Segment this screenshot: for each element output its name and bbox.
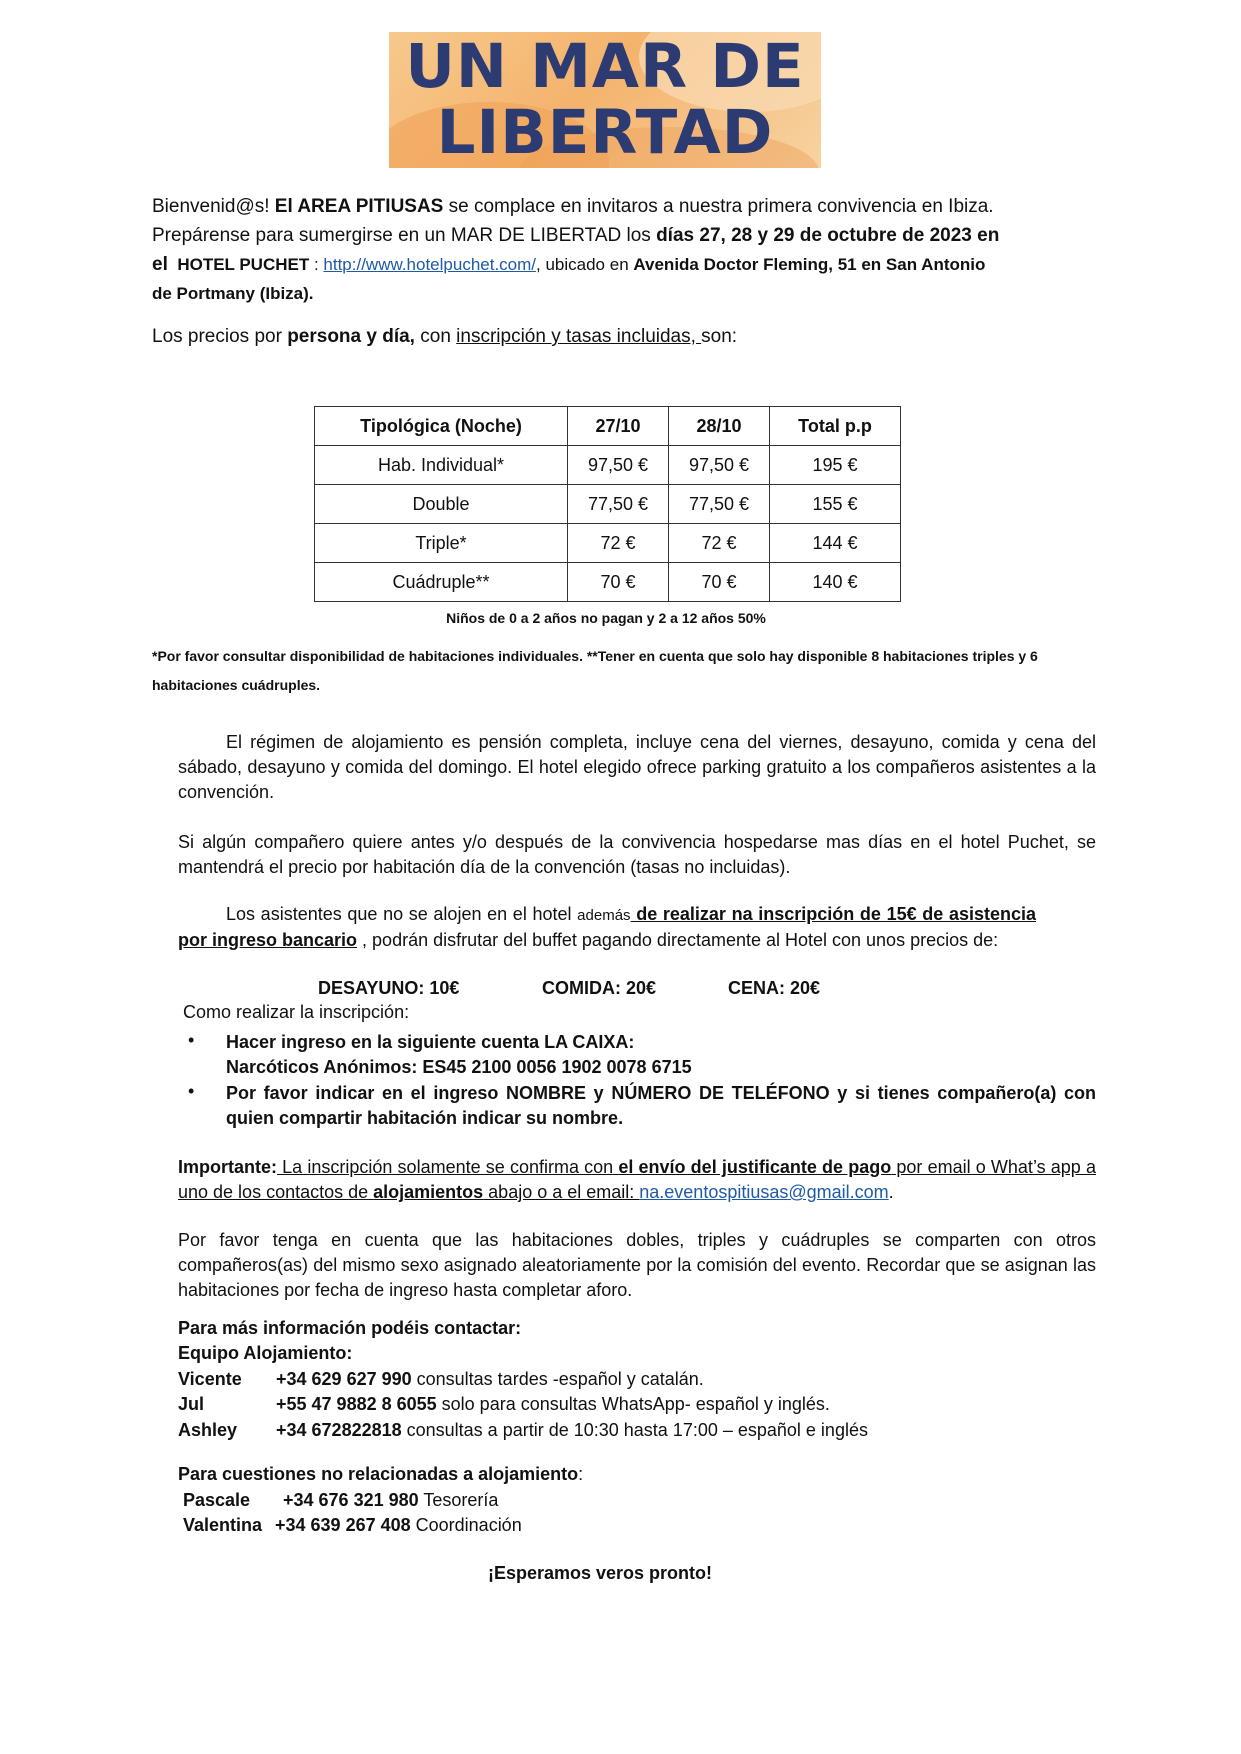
extra-days-paragraph: Si algún compañero quiere antes y/o después de la convivencia hospedarse mas días en el hotel Puchet, se mantendrá el precio por habitación día de la convención (tasas no incluidas). — [178, 832, 1096, 877]
bullet-indicate-info: Por favor indicar en el ingreso NOMBRE y NÚMERO DE TELÉFONO y si tienes compañero(a) con quien compartir habitación indicar su nombre. — [226, 1083, 1096, 1128]
logo-line-1: UN MAR DE — [405, 32, 805, 102]
closing-message: ¡Esperamos veros pronto! — [487, 1563, 713, 1583]
table-cell: Cuádruple** — [315, 563, 568, 602]
table-cell: 70 € — [669, 563, 770, 602]
table-cell: 140 € — [770, 563, 901, 602]
table-cell: Triple* — [315, 524, 568, 563]
table-cell: Double — [315, 485, 568, 524]
footnote-line-1: *Por favor consultar disponibilidad de habitaciones individuales. **Tener en cuenta que solo hay disponible 8 habitaciones triples y 6 — [152, 648, 1038, 664]
attendees-paragraph: Los asistentes que no se alojen en el hotel además de realizar na inscripción de 15€ de asistencia por ingreso bancario , podrán disfrutar del buffet pagando directamente al Hotel con unos precios de: — [178, 904, 1036, 950]
table-cell: Hab. Individual* — [315, 446, 568, 485]
table-cell: 70 € — [568, 563, 669, 602]
table-row — [315, 485, 901, 524]
bullet-bank-account: Hacer ingreso en la siguiente cuenta LA CAIXA: Narcóticos Anónimos: ES45 2100 0056 1902 0078 6715 — [226, 1032, 692, 1077]
other-contacts-title: Para cuestiones no relacionadas a alojamiento: — [178, 1464, 584, 1484]
rooms-note-paragraph: Por favor tenga en cuenta que las habitaciones dobles, triples y cuádruples se comparten con otros compañeros(as) del mismo sexo asignado aleatoriamente por la comisión del evento. Recordar que se asignan las habitaciones por fecha de ingreso hasta completar aforo. — [178, 1230, 1096, 1300]
table-header: Tipológica (Noche) — [315, 407, 568, 446]
table-cell: 77,50 € — [568, 485, 669, 524]
how-to-register: Como realizar la inscripción: — [183, 1002, 410, 1022]
table-header-row — [315, 407, 901, 446]
table-header: Total p.p — [770, 407, 901, 446]
event-logo — [389, 32, 821, 168]
meal-lunch: COMIDA: 20€ — [542, 978, 657, 998]
table-cell: 155 € — [770, 485, 901, 524]
table-row — [315, 524, 901, 563]
price-table — [314, 406, 901, 602]
intro-paragraph: Bienvenid@s! El AREA PITIUSAS se complace en invitaros a nuestra primera convivencia en Ibiza. Prepárense para sumergirse en un MAR DE LIBERTAD los días 27, 28 y 29 de octubre de 2023 en el HOTEL PUCHET : http://www.hotelpuchet.com/, ubicado en Avenida Doctor Fleming, 51 en San Antonio de Portmany (Ibiza). — [152, 196, 1000, 303]
important-paragraph: Importante: La inscripción solamente se confirma con el envío del justificante de pago por email o What’s app a uno de los contactos de alojamientos abajo o a el email: na.eventospitiusas@gmail.com. — [178, 1157, 1096, 1202]
contacts-title: Para más información podéis contactar: — [178, 1318, 522, 1338]
table-cell: 195 € — [770, 446, 901, 485]
hotel-name: HOTEL PUCHET — [177, 255, 310, 274]
bullet-dot: • — [188, 1081, 195, 1101]
meal-dinner: CENA: 20€ — [728, 978, 821, 998]
bullet-dot: • — [188, 1030, 195, 1050]
prices-intro: Los precios por persona y día, con inscripción y tasas incluidas, son: — [152, 326, 738, 347]
contact-email-link[interactable]: na.eventospitiusas@gmail.com — [639, 1182, 889, 1202]
hotel-link[interactable]: http://www.hotelpuchet.com/ — [323, 255, 537, 274]
table-cell: 97,50 € — [669, 446, 770, 485]
table-cell: 97,50 € — [568, 446, 669, 485]
table-cell: 72 € — [568, 524, 669, 563]
logo-line-2: LIBERTAD — [436, 97, 774, 168]
contacts-team: Equipo Alojamiento: — [178, 1343, 353, 1363]
table-header: 27/10 — [568, 407, 669, 446]
table-cell: 72 € — [669, 524, 770, 563]
children-note: Niños de 0 a 2 años no pagan y 2 a 12 años 50% — [446, 610, 766, 626]
table-cell: 77,50 € — [669, 485, 770, 524]
regimen-paragraph: El régimen de alojamiento es pensión completa, incluye cena del viernes, desayuno, comida y cena del sábado, desayuno y comida del domingo. El hotel elegido ofrece parking gratuito a los compañeros asistentes a la convención. — [178, 732, 1096, 802]
table-row — [315, 446, 901, 485]
footnote-line-2: habitaciones cuádruples. — [152, 677, 321, 693]
meal-breakfast: DESAYUNO: 10€ — [318, 978, 460, 998]
table-row — [315, 563, 901, 602]
table-header: 28/10 — [669, 407, 770, 446]
table-cell: 144 € — [770, 524, 901, 563]
